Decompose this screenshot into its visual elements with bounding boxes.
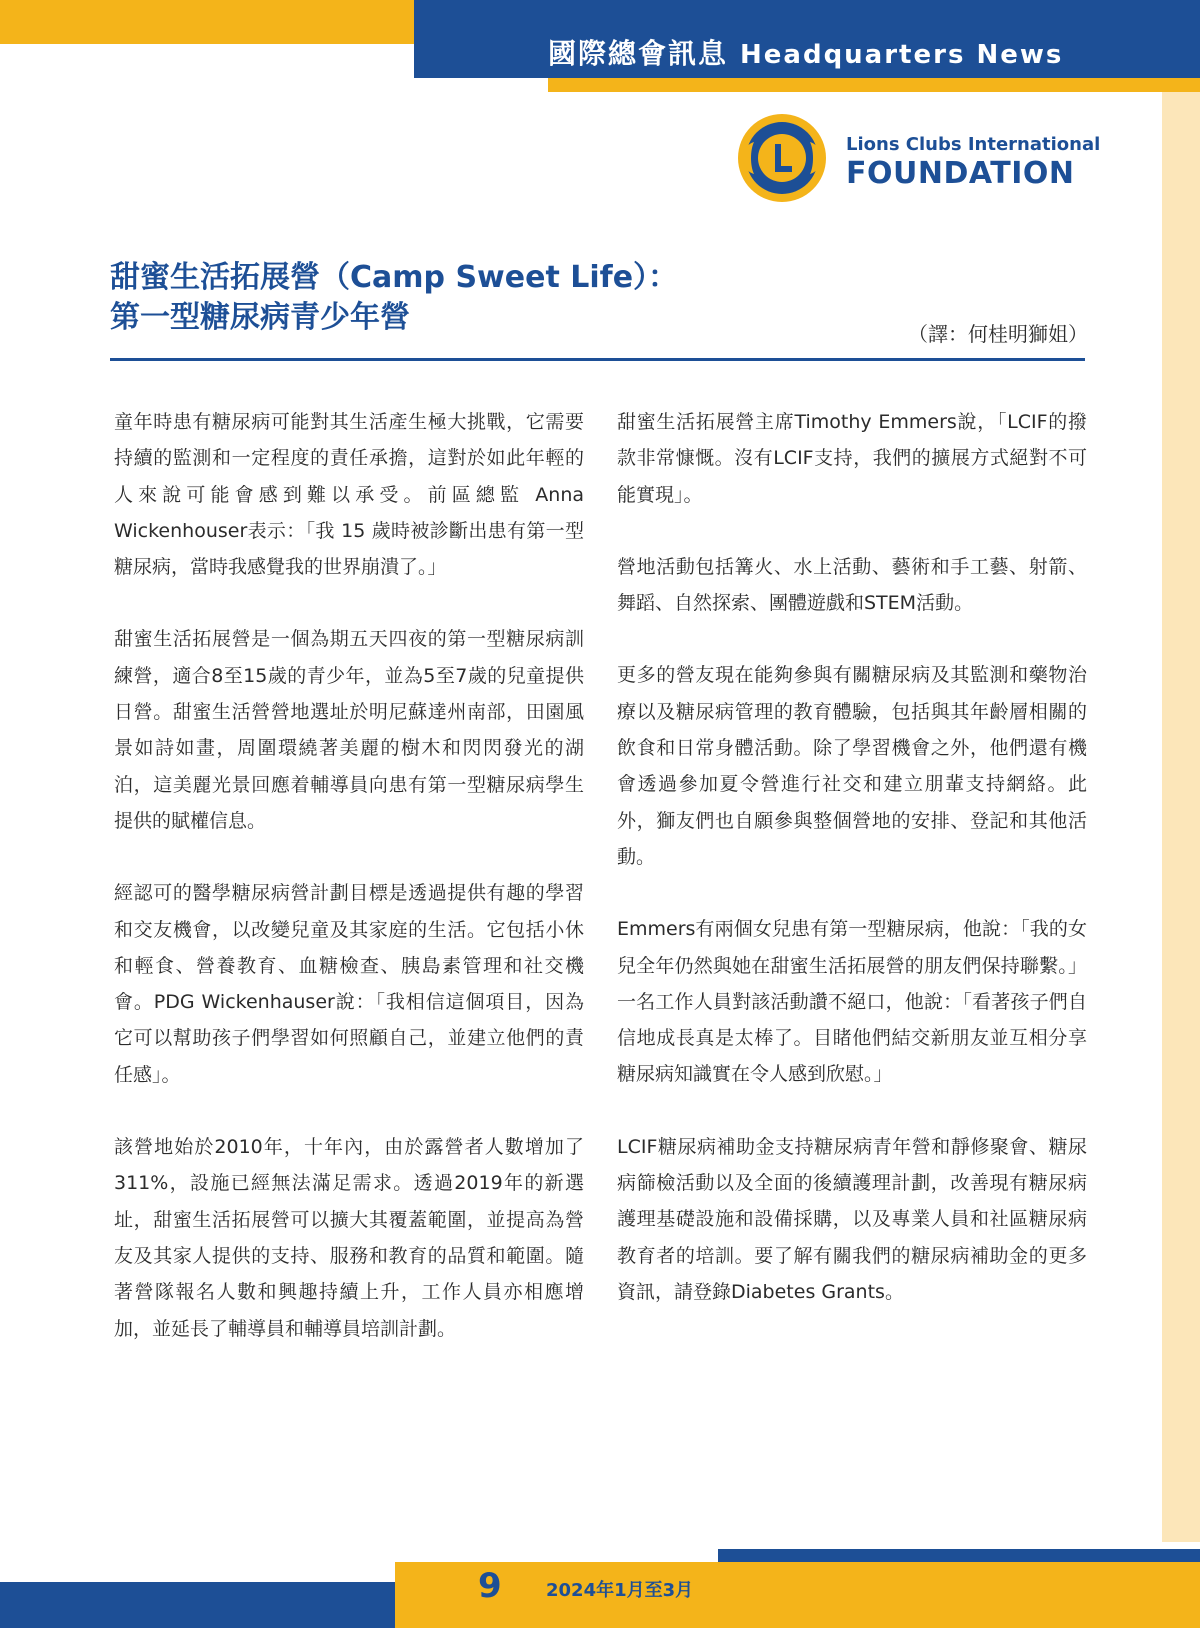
paragraph: 更多的營友現在能夠參與有關糖尿病及其監測和藥物治療以及糖尿病管理的教育體驗，包括與其年齡層相關的飲食和日常身體活動。除了學習機會之外，他們還有機會透過參加夏令營進行社交和建立朋輩支持網絡。此外，獅友們也自願參與整個營地的安排、登記和其他活動。 — [617, 664, 1087, 868]
paragraph: 該營地始於2010年，十年內，由於露營者人數增加了311%，設施已經無法滿足需求。透過2019年的新選址，甜蜜生活拓展營可以擴大其覆蓋範圍，並提高為營友及其家人提供的支持、服務和教育的品質和範圍。隨著營隊報名人數和興趣持續上升，工作人員亦相應增加，並延長了輔導員和輔導員培訓計劃。 — [114, 1136, 584, 1340]
header-gold-underline — [548, 78, 1200, 92]
paragraph: LCIF糖尿病補助金支持糖尿病青年營和靜修聚會、糖尿病篩檢活動以及全面的後續護理計劃，改善現有糖尿病護理基礎設施和設備採購，以及專業人員和社區糖尿病教育者的培訓。要了解有關我們的糖尿病補助金的更多資訊，請登錄Diabetes Grants。 — [617, 1135, 1087, 1303]
paragraph: 甜蜜生活拓展營是一個為期五天四夜的第一型糖尿病訓練營，適合8至15歲的青少年，並為5至7歲的兒童提供日營。甜蜜生活營營地選址於明尼蘇達州南部，田園風景如詩如畫，周圍環繞著美麗的樹木和閃閃發光的湖泊，這美麗光景回應着輔導員向患有第一型糖尿病學生提供的賦權信息。 — [114, 628, 584, 832]
article-title-line2: 第一型糖尿病青少年營 — [110, 300, 410, 335]
translator-credit: （譯：何桂明獅姐） — [908, 322, 1088, 346]
logo-line1: Lions Clubs International — [846, 134, 1101, 155]
lions-clubs-emblem-icon — [734, 110, 830, 206]
paragraph: 甜蜜生活拓展營主席Timothy Emmers說，「LCIF的撥款非常慷慨。沒有LCIF支持，我們的擴展方式絕對不可能實現」。 — [617, 411, 1087, 506]
paragraph: Emmers有兩個女兒患有第一型糖尿病，他說：「我的女兒全年仍然與她在甜蜜生活拓展營的朋友們保持聯繫。」一名工作人員對該活動讚不絕口，他說：「看著孩子們自信地成長真是太棒了。目睹他們結交新朋友並互相分享糖尿病知識實在令人感到欣慰。」 — [617, 918, 1087, 1086]
footer-gold-bar — [395, 1562, 1200, 1628]
paragraph: 經認可的醫學糖尿病營計劃目標是透過提供有趣的學習和交友機會，以改變兒童及其家庭的生活。它包括小休和輕食、營養教育、血糖檢查、胰島素管理和社交機會。PDG Wickenhauser說：「我相信這個項目，因為它可以幫助孩子們學習如何照顧自己，並建立他們的責任感」。 — [114, 882, 584, 1086]
section-header — [548, 34, 1108, 74]
article-title-line1: 甜蜜生活拓展營（Camp Sweet Life）： — [110, 260, 679, 295]
paragraph: 童年時患有糖尿病可能對其生活產生極大挑戰，它需要持續的監測和一定程度的責任承擔，這對於如此年輕的人來說可能會感到難以承受。前區總監 Anna Wickenhouser表示：「我 15 歲時被診斷出患有第一型糖尿病，當時我感覺我的世界崩潰了。」 — [114, 411, 584, 579]
footer-blue-bar-right — [718, 1549, 1200, 1562]
section-header-zh: 國際總會訊息 — [548, 37, 729, 70]
left-column — [114, 404, 584, 1383]
section-header-en: Headquarters News — [740, 40, 1064, 70]
right-margin-strip — [1162, 92, 1200, 1542]
paragraph: 營地活動包括篝火、水上活動、藝術和手工藝、射箭、舞蹈、自然探索、團體遊戲和STEM活動。 — [617, 555, 1087, 615]
page-number: 9 — [478, 1566, 502, 1606]
logo-line2: FOUNDATION — [846, 156, 1075, 191]
issue-date: 2024年1月至3月 — [546, 1580, 694, 1601]
header-gold-bar — [0, 0, 414, 44]
footer-blue-bar-left — [0, 1582, 395, 1628]
right-column — [617, 404, 1087, 1346]
title-divider — [110, 358, 1085, 361]
article-title — [110, 258, 1010, 338]
